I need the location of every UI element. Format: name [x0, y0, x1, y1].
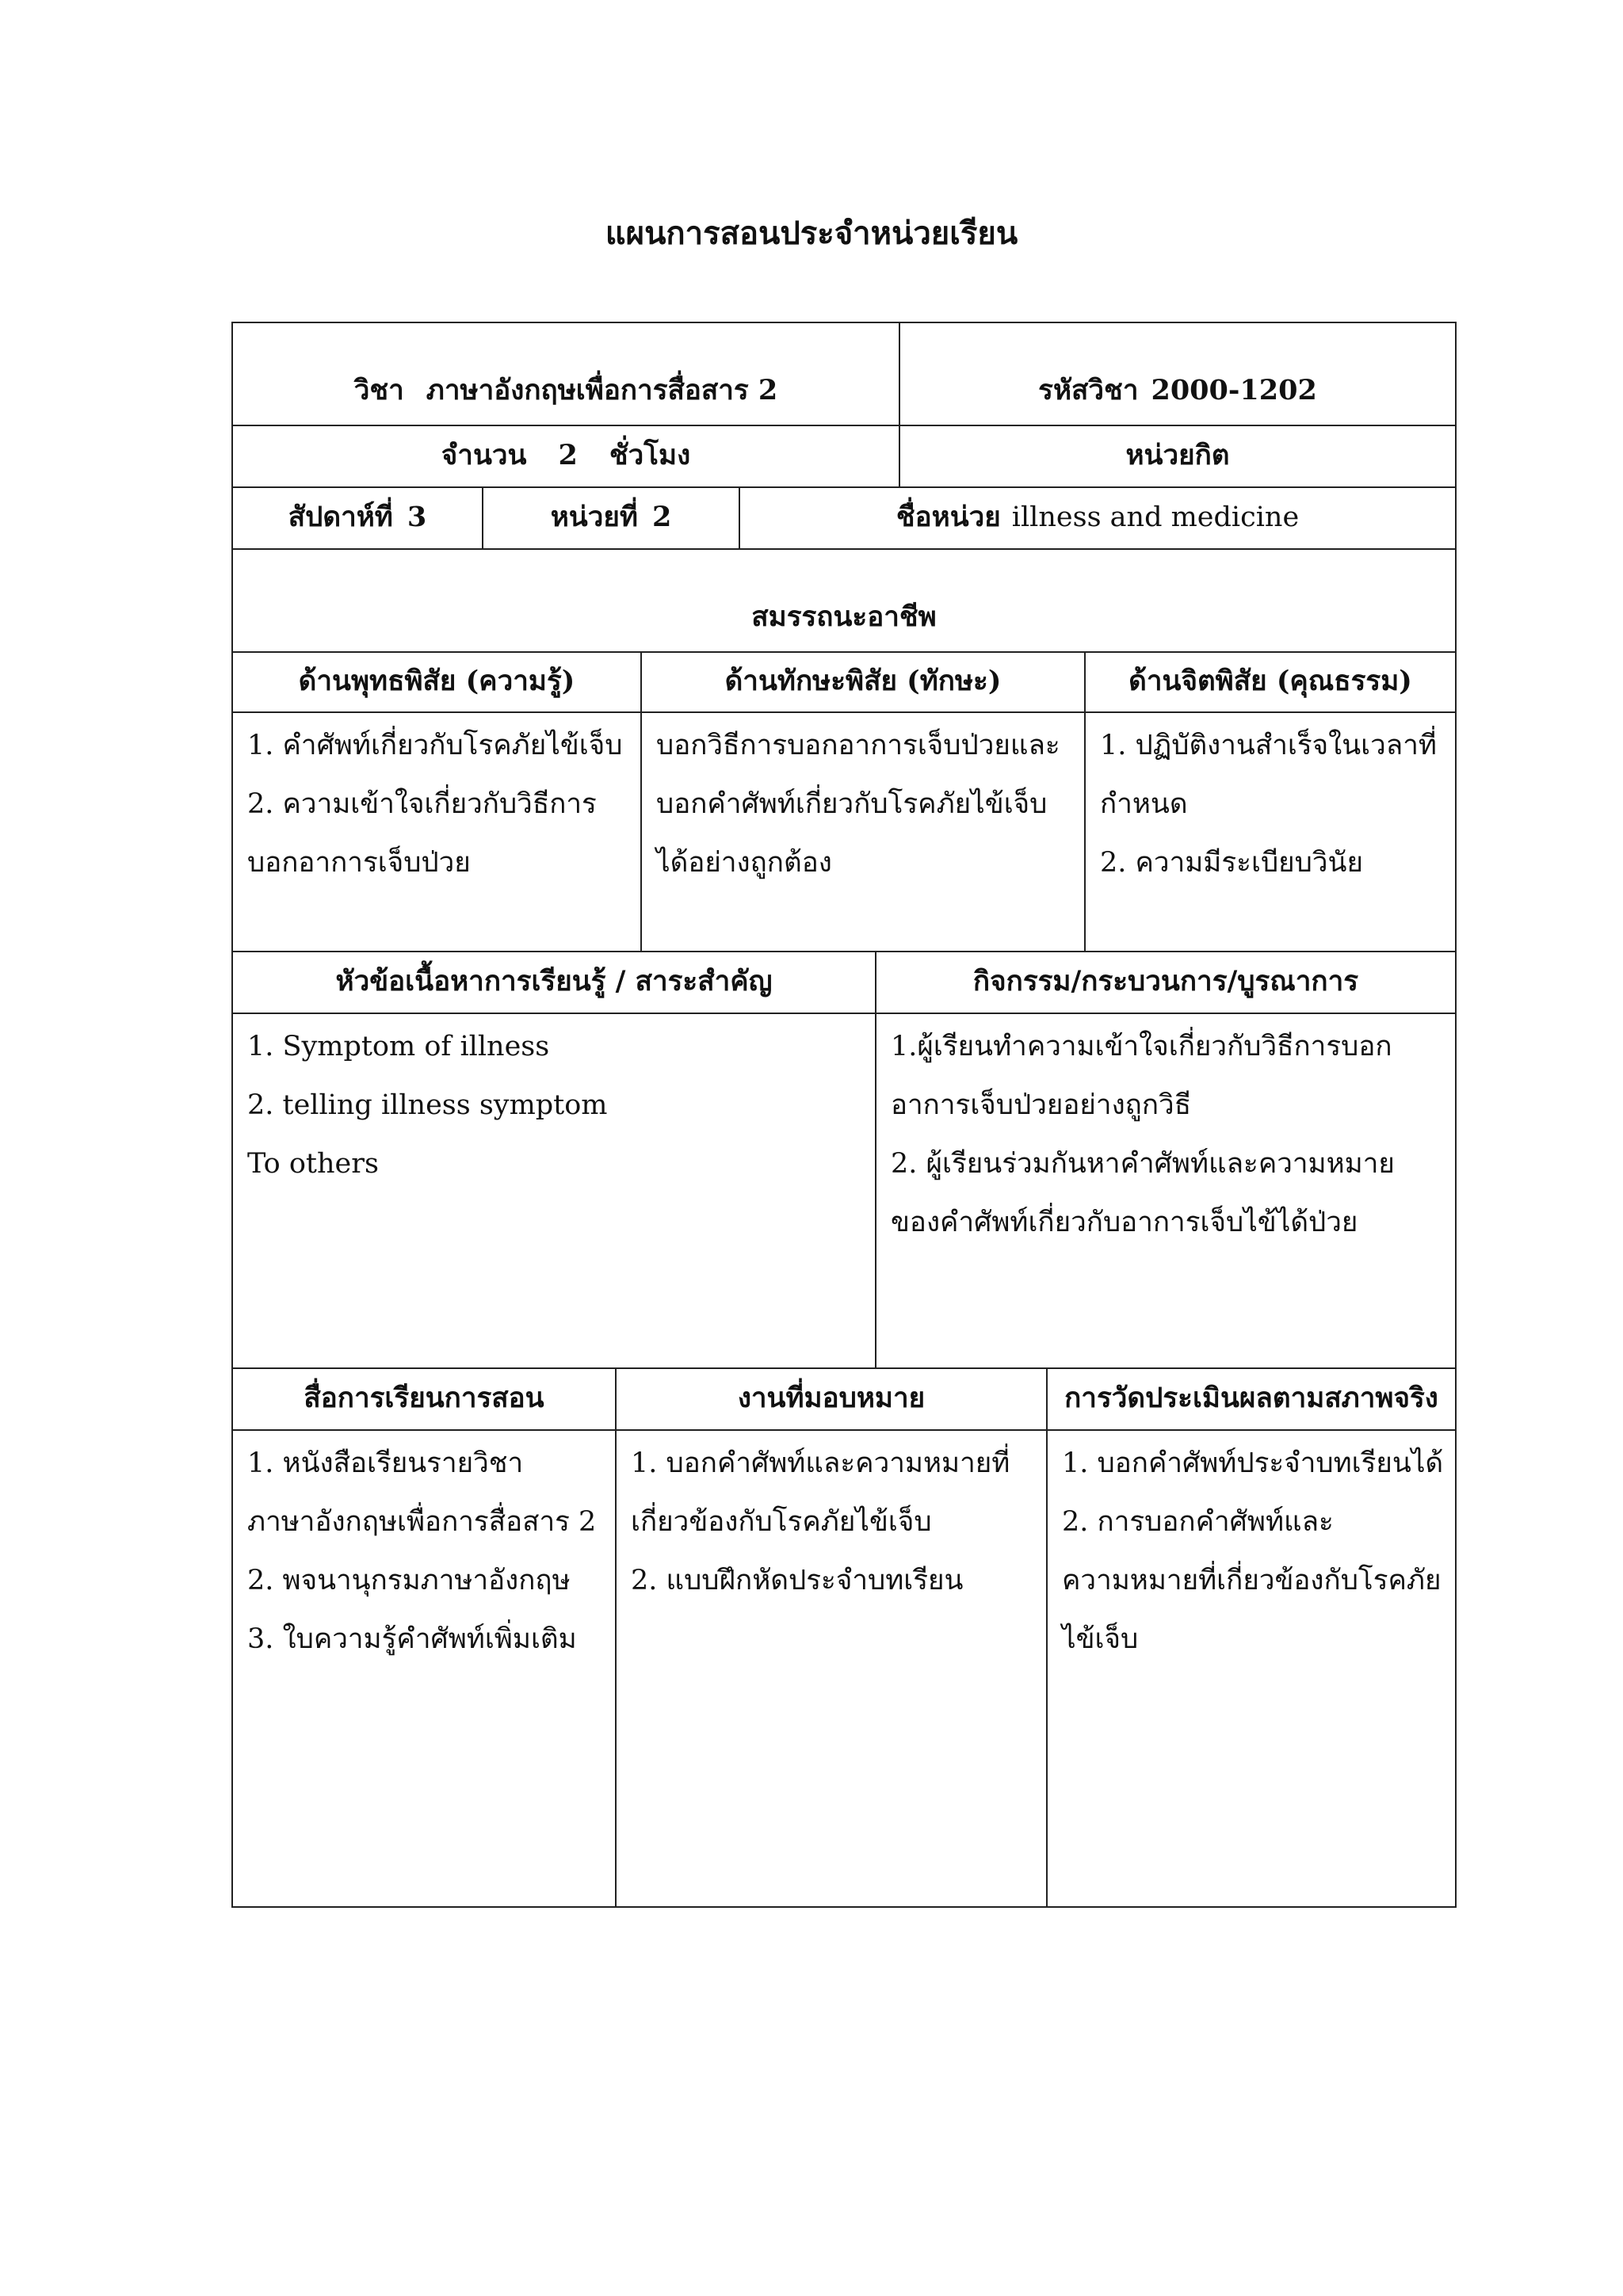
course-code-label: รหัสวิชา: [1038, 374, 1139, 406]
affective-body: [1086, 711, 1455, 951]
credit-cell: [900, 425, 1455, 486]
affective-line: 2. ความมีระเบียบวินัย: [1100, 847, 1363, 879]
cognitive-line: 2. ความเข้าใจเกี่ยวกับวิธีการ: [247, 788, 597, 820]
activity-line: ของคำศัพท์เกี่ยวกับอาการเจ็บไข้ได้ป่วย: [891, 1207, 1358, 1238]
activity-line: 2. ผู้เรียนร่วมกันหาคำศัพท์และความหมาย: [891, 1148, 1395, 1180]
page-title: แผนการสอนประจำหน่วยเรียน: [605, 215, 1018, 252]
psychomotor-body: [642, 711, 1084, 951]
hours-unit: ชั่วโมง: [609, 439, 691, 471]
psychomotor-line: บอกคำศัพท์เกี่ยวกับโรคภัยไข้เจ็บ: [656, 788, 1048, 820]
unit-name-cell: [740, 486, 1455, 548]
cognitive-line: บอกอาการเจ็บป่วย: [247, 847, 471, 879]
hours-label: จำนวน: [441, 439, 527, 471]
activities-body: [876, 1013, 1455, 1367]
media-header: สื่อการเรียนการสอน: [304, 1382, 544, 1414]
topics-header: หัวข้อเนื้อหาการเรียนรู้ / สาระสำคัญ: [335, 965, 773, 997]
activity-line: 1.ผู้เรียนทำความเข้าใจเกี่ยวกับวิธีการบอก: [891, 1031, 1392, 1062]
media-line: ภาษาอังกฤษเพื่อการสื่อสาร 2: [247, 1506, 597, 1538]
hours-value: 2: [558, 439, 578, 471]
topics-body: [233, 1013, 875, 1367]
credit-label: หน่วยกิต: [1125, 439, 1230, 471]
topic-line: 2. telling illness symptom: [247, 1089, 608, 1121]
assignment-line: 1. บอกคำศัพท์และความหมายที่: [631, 1447, 1010, 1479]
unit-number-label: หน่วยที่: [550, 501, 638, 533]
assessment-header: การวัดประเมินผลตามสภาพจริง: [1064, 1382, 1438, 1414]
unit-name-value: illness and medicine: [1011, 502, 1300, 533]
assignment-body: [617, 1429, 1046, 1906]
assessment-line: ไข้เจ็บ: [1062, 1623, 1139, 1655]
assessment-line: 2. การบอกคำศัพท์และ: [1062, 1506, 1334, 1538]
week-cell: [233, 486, 482, 548]
unit-name-label: ชื่อหน่วย: [896, 501, 1001, 533]
activities-header: กิจกรรม/กระบวนการ/บูรณาการ: [972, 965, 1359, 997]
competency-heading: สมรรถนะอาชีพ: [751, 601, 937, 633]
lesson-plan-table: [231, 322, 1457, 1908]
cognitive-line: 1. คำศัพท์เกี่ยวกับโรคภัยไข้เจ็บ: [247, 730, 623, 761]
assignment-header: งานที่มอบหมาย: [737, 1382, 926, 1414]
assignment-line: เกี่ยวข้องกับโรคภัยไข้เจ็บ: [631, 1506, 932, 1538]
affective-header: ด้านจิตพิสัย (คุณธรรม): [1128, 665, 1412, 697]
subject-cell: [233, 323, 899, 425]
psychomotor-line: ได้อย่างถูกต้อง: [656, 847, 832, 879]
affective-line: กำหนด: [1100, 788, 1188, 820]
psychomotor-line: บอกวิธีการบอกอาการเจ็บป่วยและ: [656, 730, 1060, 761]
assignment-line: 2. แบบฝึกหัดประจำบทเรียน: [631, 1565, 964, 1596]
assessment-line: ความหมายที่เกี่ยวข้องกับโรคภัย: [1062, 1565, 1442, 1596]
cognitive-header: ด้านพุทธพิสัย (ความรู้): [298, 665, 575, 697]
media-line: 2. พจนานุกรมภาษาอังกฤษ: [247, 1565, 571, 1596]
hours-cell: [233, 425, 899, 486]
unit-number-cell: [483, 486, 739, 548]
course-code-value: 2000-1202: [1151, 374, 1317, 406]
cognitive-body: [233, 711, 640, 951]
topic-line: To others: [247, 1148, 379, 1180]
week-value: 3: [407, 501, 427, 533]
affective-line: 1. ปฏิบัติงานสำเร็จในเวลาที่: [1100, 730, 1437, 761]
topic-line: 1. Symptom of illness: [247, 1031, 550, 1062]
subject-label: วิชา: [353, 374, 404, 406]
assessment-line: 1. บอกคำศัพท์ประจำบทเรียนได้: [1062, 1447, 1444, 1479]
unit-number-value: 2: [651, 501, 672, 533]
media-line: 3. ใบความรู้คำศัพท์เพิ่มเติม: [247, 1623, 577, 1655]
assessment-body: [1048, 1429, 1455, 1906]
course-code-cell: [900, 323, 1455, 425]
psychomotor-header: ด้านทักษะพิสัย (ทักษะ): [724, 665, 1002, 697]
week-label: สัปดาห์ที่: [288, 501, 393, 533]
media-line: 1. หนังสือเรียนรายวิชา: [247, 1447, 524, 1479]
media-body: [233, 1429, 615, 1906]
subject-name: ภาษาอังกฤษเพื่อการสื่อสาร 2: [426, 374, 778, 406]
activity-line: อาการเจ็บป่วยอย่างถูกวิธี: [891, 1089, 1192, 1121]
